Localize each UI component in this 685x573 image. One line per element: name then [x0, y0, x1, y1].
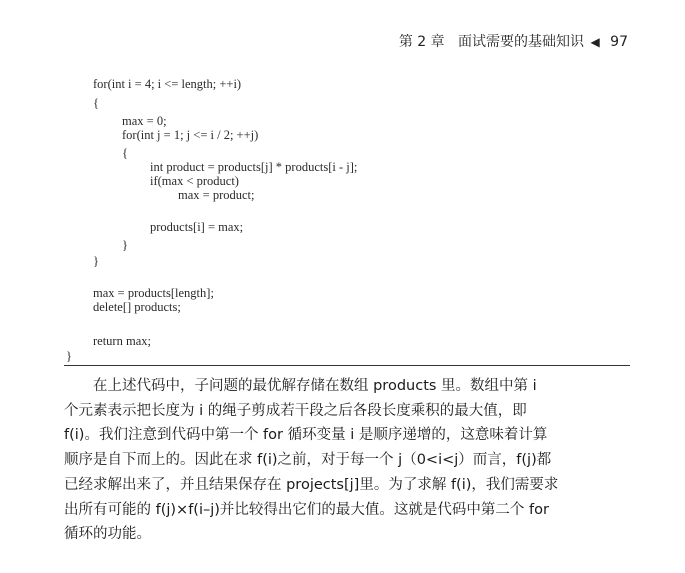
- paragraph-line: f(i)。我们注意到代码中第一个 for 循环变量 i 是顺序递增的，这意味着计算: [64, 427, 548, 444]
- paragraph-line: 在上述代码中，子问题的最优解存储在数组 products 里。数组中第 i: [93, 378, 537, 394]
- code-line: max = product;: [178, 188, 255, 202]
- paragraph-line: 顺序是自下而上的。因此在求 f(i)之前，对于每一个 j（0<i<j）而言，f(j)都: [64, 452, 552, 469]
- code-line: {: [122, 146, 128, 160]
- code-line: max = 0;: [122, 114, 167, 128]
- code-line: if(max < product): [150, 174, 239, 188]
- code-line: {: [93, 96, 99, 110]
- code-line: }: [93, 254, 99, 268]
- page-number: 97: [610, 34, 628, 50]
- running-header: [399, 31, 628, 51]
- code-line: delete[] products;: [93, 300, 181, 314]
- chapter-title: 面试需要的基础知识: [458, 34, 585, 50]
- code-line: products[i] = max;: [150, 220, 244, 234]
- paragraph-line: 已经求解出来了，并且结果保存在 projects[j]里。为了求解 f(i)，我们需要求: [64, 476, 559, 493]
- section-divider: [64, 365, 630, 366]
- code-closing-brace: }: [66, 349, 72, 363]
- code-line: for(int i = 4; i <= length; ++i): [93, 77, 242, 91]
- paragraph-line: 个元素表示把长度为 i 的绳子剪成若干段之后各段长度乘积的最大值，即: [64, 402, 527, 419]
- chapter-label: 第 2 章: [398, 34, 445, 50]
- paragraph-line: 出所有可能的 f(j)×f(i–j)并比较得出它们的最大值。这就是代码中第二个 for: [64, 501, 549, 518]
- code-line: for(int j = 1; j <= i / 2; ++j): [122, 128, 259, 142]
- explanation-paragraph: [64, 374, 632, 547]
- code-line: return max;: [93, 334, 151, 348]
- code-line: }: [122, 238, 128, 252]
- code-line: int product = products[j] * products[i - j];: [150, 160, 358, 174]
- triangle-marker-icon: ◀: [590, 35, 600, 49]
- code-line: max = products[length];: [93, 286, 214, 300]
- paragraph-line: 循环的功能。: [64, 526, 151, 543]
